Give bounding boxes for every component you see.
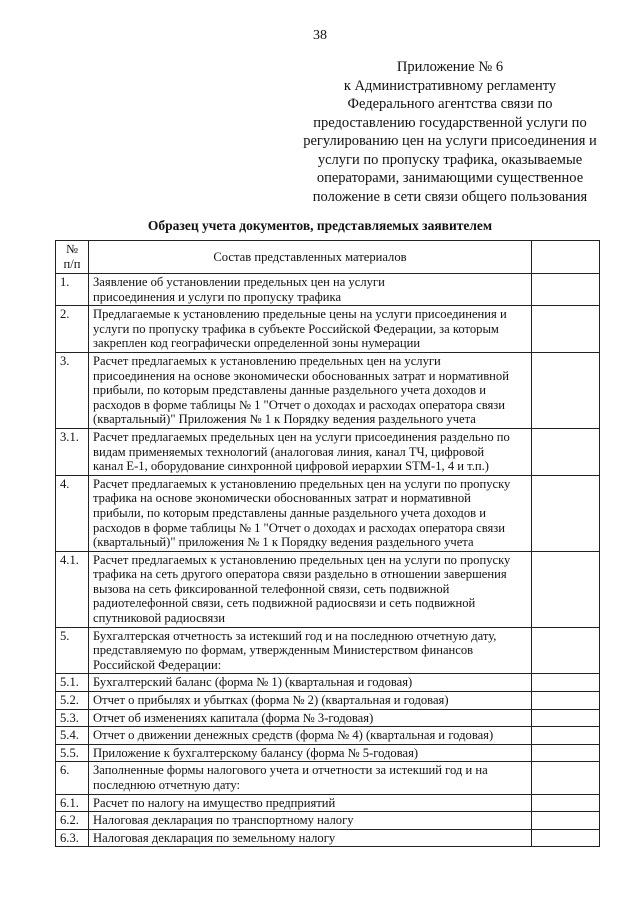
row-description-line: прибыли, по которым представлены данные раздельного учета доходов и xyxy=(93,383,486,398)
table-row xyxy=(56,692,600,710)
row-description-line: вызова на сеть фиксированной телефонной связи, сеть подвижной xyxy=(93,581,450,596)
row-mark xyxy=(532,829,600,847)
row-description xyxy=(89,692,532,710)
row-description-line: закреплен код географически определенной зоны нумерации xyxy=(93,336,421,351)
row-mark xyxy=(532,428,600,475)
table-row xyxy=(56,674,600,692)
table-row xyxy=(56,428,600,475)
row-number: 6.3. xyxy=(56,829,89,847)
table-row xyxy=(56,762,600,794)
row-description-line: радиотелефонной связи, сеть подвижной радиосвязи и сеть подвижной xyxy=(93,596,476,611)
row-number: 1. xyxy=(56,274,89,306)
row-mark xyxy=(532,762,600,794)
row-description-line: Отчет о прибылях и убытках (форма № 2) (квартальная и годовая) xyxy=(93,693,449,708)
row-description-line: присоединения и услуги по пропуску трафика xyxy=(93,289,342,304)
row-description-line: канал Е-1, оборудование синхронной цифровой иерархии STM-1, 4 и т.п.) xyxy=(93,459,489,474)
row-mark xyxy=(532,727,600,745)
row-description-line: Заполненные формы налогового учета и отчетности за истекший год и на xyxy=(93,763,488,778)
row-description-line: (квартальный)" приложения № 1 к Порядку ведения раздельного учета xyxy=(93,535,474,550)
row-mark xyxy=(532,306,600,353)
table-row xyxy=(56,352,600,428)
row-mark xyxy=(532,709,600,727)
row-description-line: Предлагаемые к установлению предельные цены на услуги присоединения и xyxy=(93,307,507,322)
table-row xyxy=(56,709,600,727)
row-description-line: представляемую по формам, утвержденным Министерством финансов xyxy=(93,643,474,658)
row-description xyxy=(89,352,532,428)
appendix-line: предоставлению государственной услуги по xyxy=(313,114,587,131)
row-mark xyxy=(532,674,600,692)
appendix-line: Приложение № 6 xyxy=(396,59,504,75)
row-number: 5.4. xyxy=(56,727,89,745)
table-header-row xyxy=(56,241,600,274)
table-row xyxy=(56,829,600,847)
row-description xyxy=(89,744,532,762)
table-row xyxy=(56,812,600,830)
row-description-line: Расчет предлагаемых к установлению предельных цен на услуги xyxy=(93,353,441,368)
row-description xyxy=(89,674,532,692)
documents-table xyxy=(55,240,600,847)
row-mark xyxy=(532,627,600,674)
row-mark xyxy=(532,794,600,812)
table-row xyxy=(56,306,600,353)
row-description-line: Бухгалтерская отчетность за истекший год и на последнюю отчетную дату, xyxy=(93,628,497,643)
row-description-line: Отчет об изменениях капитала (форма № 3-годовая) xyxy=(93,710,374,725)
table-row xyxy=(56,727,600,745)
row-description-line: трафика на основе экономически обоснованных затрат и нормативной xyxy=(93,491,471,506)
table-row xyxy=(56,551,600,627)
appendix-line: положение в сети связи общего пользования xyxy=(312,188,588,205)
row-number: 4.1. xyxy=(56,551,89,627)
row-mark xyxy=(532,692,600,710)
row-description xyxy=(89,727,532,745)
row-description xyxy=(89,829,532,847)
row-description xyxy=(89,551,532,627)
row-mark xyxy=(532,551,600,627)
row-description xyxy=(89,428,532,475)
row-description-line: видам применяемых технологий (аналоговая линия, канал ТЧ, цифровой xyxy=(93,444,485,459)
row-description-line: (квартальный)" Приложения № 1 к Порядку ведения раздельного учета xyxy=(93,412,476,427)
row-description-line: услуги по пропуску трафика в субъекте Российской Федерации, за которым xyxy=(93,321,499,336)
row-mark xyxy=(532,744,600,762)
appendix-line: к Административному регламенту xyxy=(343,77,557,94)
row-description-line: спутниковой радиосвязи xyxy=(93,611,225,626)
row-number: 5.2. xyxy=(56,692,89,710)
row-number: 6. xyxy=(56,762,89,794)
row-description-line: расходов в форме таблицы № 1 "Отчет о доходах и расходах оператора связи xyxy=(93,520,506,535)
appendix-line: регулированию цен на услуги присоединения и xyxy=(303,133,597,149)
appendix-line: Федерального агентства связи по xyxy=(347,96,553,112)
row-number: 5. xyxy=(56,627,89,674)
appendix-line: операторами, занимающими существенное xyxy=(316,170,584,186)
appendix-line: услуги по пропуску трафика, оказываемые xyxy=(317,151,583,168)
header-mark xyxy=(532,241,600,274)
row-description-line: Расчет предлагаемых к установлению предельных цен на услуги по пропуску xyxy=(93,476,511,491)
row-description xyxy=(89,274,532,306)
header-number-line: № xyxy=(65,242,79,257)
row-description-line: Российской Федерации: xyxy=(93,657,222,672)
row-description-line: Расчет предлагаемых предельных цен на услуги присоединения раздельно по xyxy=(93,429,510,444)
table-row xyxy=(56,475,600,551)
row-description xyxy=(89,627,532,674)
table-row xyxy=(56,274,600,306)
row-mark xyxy=(532,475,600,551)
row-description xyxy=(89,812,532,830)
row-description-line: Отчет о движении денежных средств (форма № 4) (квартальная и годовая) xyxy=(93,728,494,743)
row-description xyxy=(89,709,532,727)
header-number-line: п/п xyxy=(63,257,81,271)
table-row xyxy=(56,794,600,812)
row-number: 5.5. xyxy=(56,744,89,762)
appendix-header xyxy=(280,58,620,206)
row-description-line: трафика на сеть другого оператора связи раздельно в отношении завершения xyxy=(93,567,507,582)
header-number xyxy=(56,241,89,274)
row-description-line: Заявление об установлении предельных цен на услуги xyxy=(93,275,385,289)
row-description xyxy=(89,306,532,353)
row-number: 6.2. xyxy=(56,812,89,830)
row-description-line: прибыли, по которым представлены данные раздельного учета доходов и xyxy=(93,505,486,520)
header-materials: Состав представленных материалов xyxy=(89,241,532,274)
row-description-line: присоединения на основе экономически обоснованных затрат и нормативной xyxy=(93,368,509,383)
row-description-line: Расчет по налогу на имущество предприятий xyxy=(93,795,336,810)
row-number: 2. xyxy=(56,306,89,353)
row-description-line: Расчет предлагаемых к установлению предельных цен на услуги по пропуску xyxy=(93,552,511,567)
row-description-line: Налоговая декларация по земельному налогу xyxy=(93,830,336,845)
row-number: 3. xyxy=(56,352,89,428)
row-number: 4. xyxy=(56,475,89,551)
row-description xyxy=(89,475,532,551)
row-mark xyxy=(532,812,600,830)
row-number: 3.1. xyxy=(56,428,89,475)
page-number: 38 xyxy=(313,28,327,43)
table-row xyxy=(56,627,600,674)
row-number: 5.3. xyxy=(56,709,89,727)
row-description xyxy=(89,794,532,812)
row-mark xyxy=(532,352,600,428)
document-title: Образец учета документов, представляемых заявителем xyxy=(147,218,493,233)
row-description-line: последнюю отчетную дату: xyxy=(93,778,241,792)
row-description-line: расходов в форме таблицы № 1 "Отчет о доходах и расходах оператора связи xyxy=(93,397,506,412)
row-number: 6.1. xyxy=(56,794,89,812)
row-description-line: Бухгалтерский баланс (форма № 1) (квартальная и годовая) xyxy=(93,675,413,690)
row-mark xyxy=(532,274,600,306)
row-description xyxy=(89,762,532,794)
row-number: 5.1. xyxy=(56,674,89,692)
row-description-line: Приложение к бухгалтерскому балансу (форма № 5-годовая) xyxy=(93,745,419,760)
table-row xyxy=(56,744,600,762)
row-description-line: Налоговая декларация по транспортному налогу xyxy=(93,813,354,828)
